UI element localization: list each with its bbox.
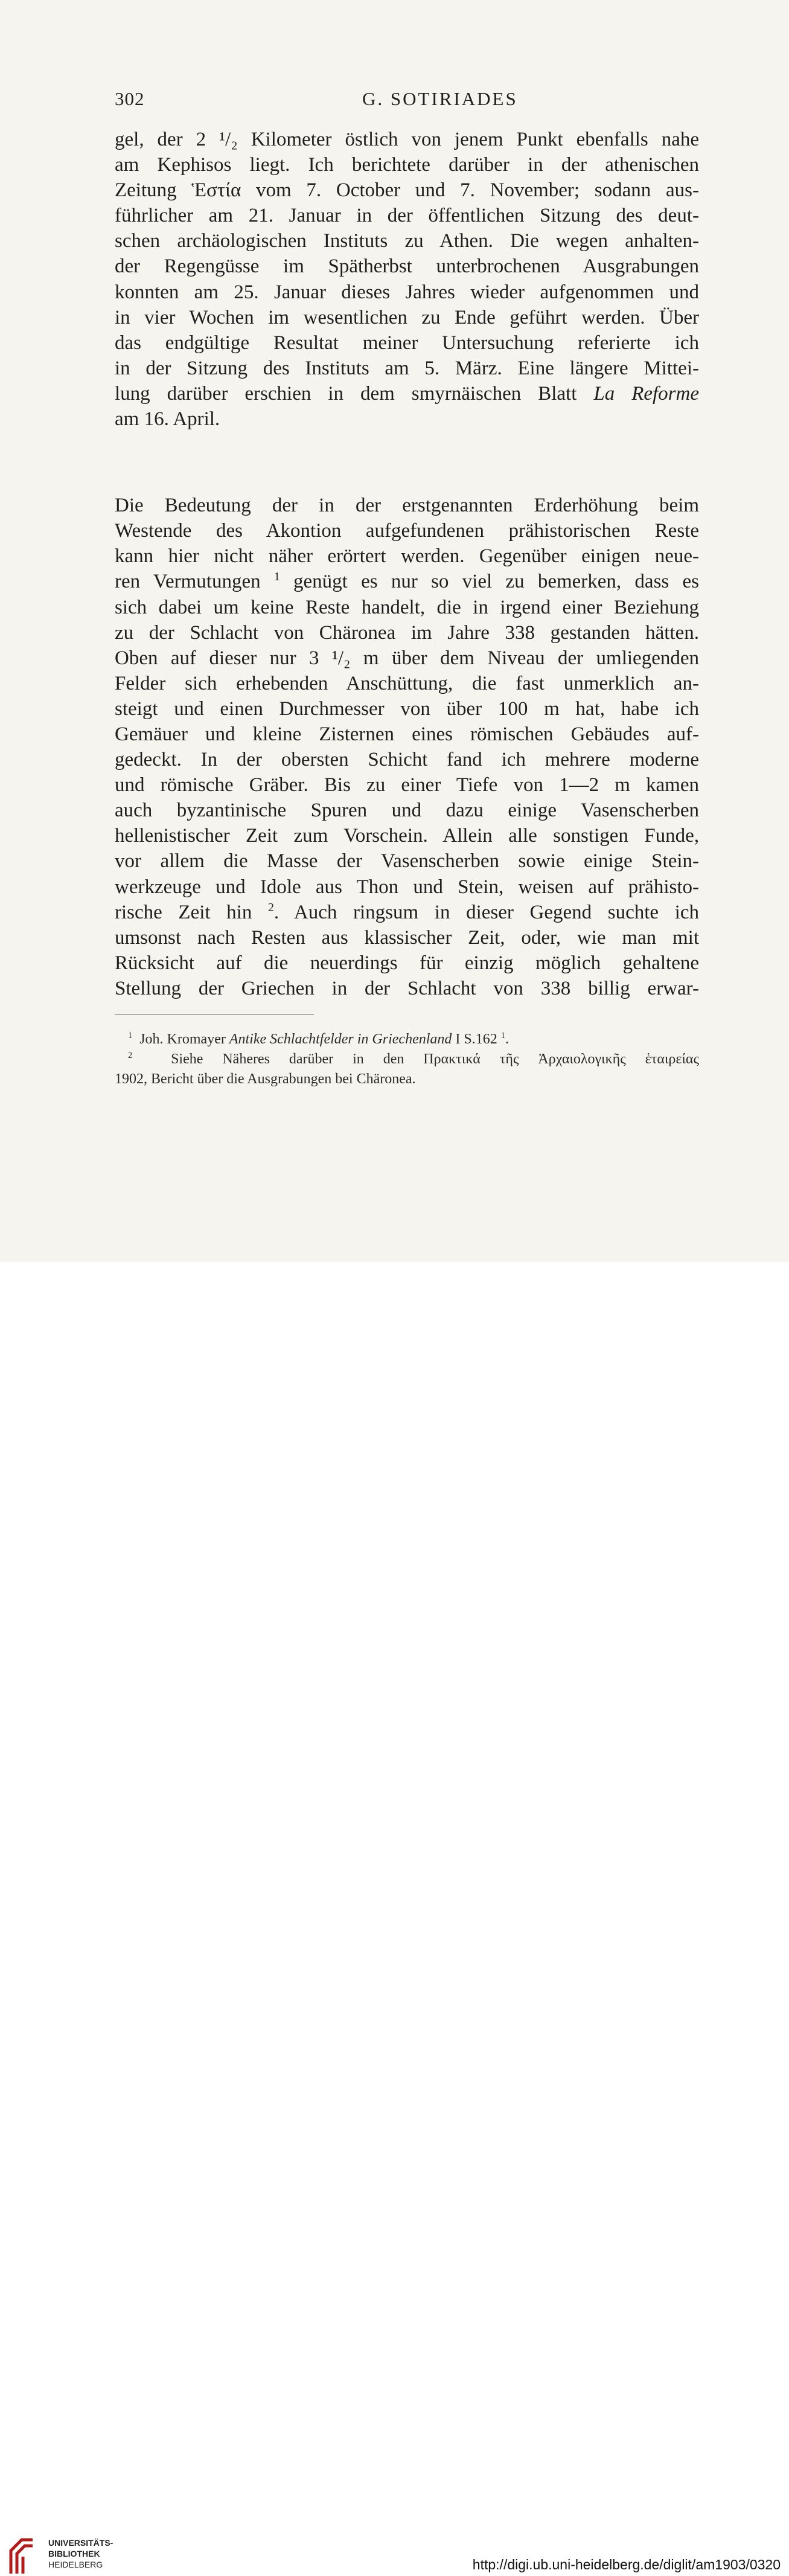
library-name-line: UNIVERSITÄTS- bbox=[48, 2538, 113, 2548]
text-line: konnten am 25. Januar dieses Jahres wieder aufgenommen und bbox=[115, 281, 699, 303]
text-line: sich dabei um keine Reste handelt, die in irgend einer Beziehung bbox=[115, 596, 699, 618]
scanned-page bbox=[0, 0, 789, 1262]
footnote-1 bbox=[115, 1030, 699, 1049]
text-line bbox=[115, 381, 699, 406]
text-line: werkzeuge und Idole aus Thon und Stein, weisen auf prähisto- bbox=[115, 876, 699, 898]
journal-title: La Reforme bbox=[593, 382, 699, 405]
text-line: Rücksicht auf die neuerdings für einzig möglich gehaltene bbox=[115, 952, 699, 974]
text-line: hellenistischer Zeit zum Vorschein. Allein alle sonstigen Funde, bbox=[115, 825, 699, 847]
text-fragment: lung darüber erschien in dem smyrnäischen Blatt bbox=[115, 382, 577, 405]
footnote-marker: 1 bbox=[273, 570, 280, 584]
text-line: gedeckt. In der obersten Schicht fand ich mehrere moderne bbox=[115, 749, 699, 771]
text-line: gel, der 2 ¹/₂ Kilometer östlich von jenem Punkt ebenfalls nahe bbox=[115, 129, 699, 150]
permalink-url[interactable]: http://digi.ub.uni-heidelberg.de/diglit/am1903/0320 bbox=[472, 2557, 781, 2572]
text-line: der Regengüsse im Spätherbst unterbrochenen Ausgrabungen bbox=[115, 255, 699, 278]
footnote-marker: 2 bbox=[267, 900, 274, 914]
text-fragment: . Auch ringsum in dieser Gegend suchte ich bbox=[273, 901, 700, 923]
footnote-text: I S.162 bbox=[455, 1031, 497, 1047]
footnote-text: Siehe Näheres darüber in den Πρακτικά τῆς Ἀρχαιολογικῆς ἑταιρείας bbox=[171, 1051, 699, 1067]
text-fragment: ren Vermutungen bbox=[115, 571, 261, 593]
library-logo-icon bbox=[8, 2537, 45, 2576]
text-line: zu der Schlacht von Chäronea im Jahre 338 gestanden hätten. bbox=[115, 621, 699, 644]
library-name bbox=[48, 2537, 113, 2570]
text-line: in vier Wochen im wesentlichen zu Ende geführt werden. Über bbox=[115, 306, 699, 328]
footnote-2-continued: 1902, Bericht über die Ausgrabungen bei Chäronea. bbox=[115, 1071, 416, 1087]
library-footer bbox=[0, 1262, 789, 2572]
footnote-sup: 1 bbox=[500, 1031, 505, 1040]
text-line: Zeitung Ἑστία vom 7. October und 7. November; sodann aus- bbox=[115, 179, 699, 202]
text-line: Gemäuer und kleine Zisternen eines römischen Gebäudes auf- bbox=[115, 723, 699, 745]
text-line: kann hier nicht näher erörtert werden. Gegenüber einigen neue- bbox=[115, 545, 699, 568]
text-line: Westende des Akontion aufgefundenen prähistorischen Reste bbox=[115, 520, 699, 542]
text-line: führlicher am 21. Januar in der öffentlichen Sitzung des deut- bbox=[115, 205, 699, 227]
footnote-text: Joh. Kromayer bbox=[139, 1031, 226, 1047]
text-line: Die Bedeutung der in der erstgenannten Erderhöhung beim bbox=[115, 495, 699, 517]
text-fragment: genügt es nur so viel zu bemerken, dass es bbox=[293, 571, 700, 593]
library-name-line: BIBLIOTHEK bbox=[48, 2549, 100, 2558]
footnote-2 bbox=[115, 1049, 699, 1069]
text-line: in der Sitzung des Instituts am 5. März. Eine längere Mittei- bbox=[115, 357, 699, 379]
text-line: am 16. April. bbox=[115, 408, 220, 431]
running-title: G. SOTIRIADES bbox=[362, 88, 518, 109]
text-line: das endgültige Resultat meiner Untersuchung referierte ich bbox=[115, 332, 699, 354]
text-fragment: rische Zeit hin bbox=[115, 901, 252, 923]
paragraph-1 bbox=[115, 127, 699, 432]
text-line bbox=[115, 569, 699, 594]
text-line: Oben auf dieser nur 3 ¹/₂ m über dem Niveau der umliegenden bbox=[115, 647, 699, 669]
text-line: Felder sich erhebenden Anschüttung, die fast unmerklich an- bbox=[115, 672, 699, 694]
text-line bbox=[115, 900, 699, 925]
footnote-text: . bbox=[505, 1031, 509, 1047]
text-line: umsonst nach Resten aus klassischer Zeit, oder, wie man mit bbox=[115, 926, 699, 949]
footnote-number: 2 bbox=[128, 1051, 133, 1060]
text-line: und römische Gräber. Bis zu einer Tiefe von 1—2 m kamen bbox=[115, 774, 699, 796]
footnote-book-title: Antike Schlachtfelder in Griechenland bbox=[229, 1031, 452, 1047]
footnote-number: 1 bbox=[128, 1031, 133, 1040]
body-text bbox=[115, 127, 699, 1001]
text-line: am Kephisos liegt. Ich berichtete darüber in der athenischen bbox=[115, 154, 699, 176]
text-line: auch byzantinische Spuren und dazu einige Vasenscherben bbox=[115, 799, 699, 822]
text-line: steigt und einen Durchmesser von über 100 m hat, habe ich bbox=[115, 697, 699, 720]
paragraph-2 bbox=[115, 493, 699, 1001]
text-line: Stellung der Griechen in der Schlacht von 338 billig erwar- bbox=[115, 977, 699, 999]
text-line: vor allem die Masse der Vasenscherben sowie einige Stein- bbox=[115, 850, 699, 873]
page-number: 302 bbox=[115, 88, 145, 109]
page-header bbox=[115, 88, 699, 115]
library-name-line: HEIDELBERG bbox=[48, 2560, 103, 2569]
footnotes bbox=[115, 1030, 699, 1089]
text-line: schen archäologischen Instituts zu Athen. Die wegen anhalten- bbox=[115, 230, 699, 252]
